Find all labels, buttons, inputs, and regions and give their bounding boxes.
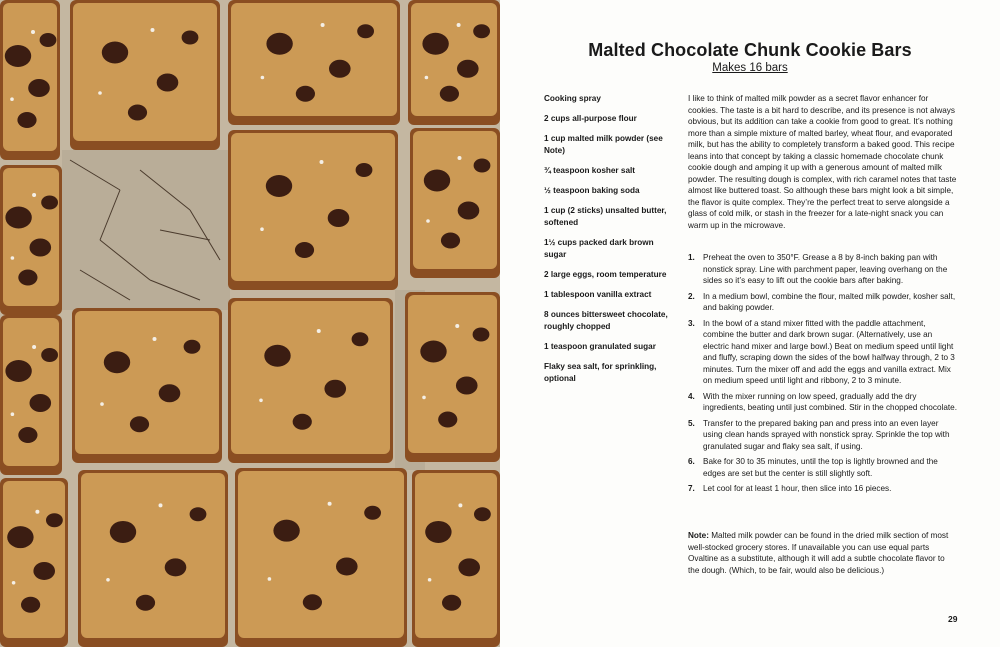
sea-salt-flake <box>458 156 462 160</box>
chocolate-chunk <box>5 360 31 382</box>
chocolate-chunk <box>324 380 346 398</box>
chocolate-chunk <box>159 384 181 402</box>
step-number: 5. <box>688 418 695 428</box>
step-number: 6. <box>688 457 695 466</box>
method-step <box>688 391 958 414</box>
chocolate-chunk <box>102 42 128 64</box>
ingredient-item: Cooking spray <box>544 94 601 103</box>
chocolate-chunk <box>266 33 292 55</box>
ingredient-item: 1 cup malted milk powder (see Note) <box>544 134 663 155</box>
backdrop-gap <box>62 150 230 310</box>
sea-salt-flake <box>31 30 35 34</box>
ingredient-item: 1½ cups packed dark brown sugar <box>544 238 654 259</box>
chocolate-chunk <box>425 521 451 543</box>
ingredient-item: 1 cup (2 sticks) unsalted butter, softened <box>544 206 667 227</box>
chocolate-chunk <box>30 239 52 257</box>
chocolate-chunk <box>190 507 207 521</box>
sea-salt-flake <box>151 28 155 32</box>
step-number: 7. <box>688 484 695 493</box>
cookie-bar <box>413 131 497 269</box>
chocolate-chunk <box>296 86 315 102</box>
chocolate-chunk <box>441 233 460 249</box>
chocolate-chunk <box>352 332 369 346</box>
method-step <box>688 418 958 453</box>
ingredient-item: 1 tablespoon vanilla extract <box>544 290 652 299</box>
cookie-bar <box>73 3 217 141</box>
ingredient-item: 2 large eggs, room temperature <box>544 270 667 279</box>
chocolate-chunk <box>293 414 312 430</box>
chocolate-chunk <box>473 328 490 342</box>
chocolate-chunk <box>7 526 33 548</box>
sea-salt-flake <box>261 76 265 80</box>
step-number: 3. <box>688 318 695 328</box>
step-text: Bake for 30 to 35 minutes, until the top is lightly browned and the edges are set but the center is still slightly soft. <box>703 457 938 478</box>
method-step <box>688 483 958 495</box>
chocolate-chunk <box>264 345 290 367</box>
ingredient-item: ½ teaspoon baking soda <box>544 186 640 195</box>
chocolate-chunk <box>5 45 31 67</box>
chocolate-chunk <box>295 242 314 258</box>
recipe-note <box>688 530 958 576</box>
sea-salt-flake <box>425 76 429 80</box>
cookie-bar <box>231 3 397 116</box>
chocolate-chunk <box>457 60 479 78</box>
sea-salt-flake <box>422 396 426 400</box>
chocolate-chunk <box>18 270 37 286</box>
chocolate-chunk <box>456 377 478 395</box>
sea-salt-flake <box>35 510 39 514</box>
method-steps <box>688 252 958 499</box>
sea-salt-flake <box>428 578 432 582</box>
step-number: 4. <box>688 391 695 401</box>
chocolate-chunk <box>303 594 322 610</box>
cookie-bar <box>3 318 59 466</box>
cookie-bar <box>408 295 497 453</box>
chocolate-chunk <box>182 31 199 45</box>
cookie-bar <box>75 311 219 454</box>
chocolate-chunk <box>165 558 187 576</box>
ingredients-list <box>544 93 672 393</box>
step-text: Transfer to the prepared baking pan and press into an even layer using clean hands sprayed with nonstick spray. Sprinkle the top with granulated sugar and flaky sea salt, if using. <box>703 418 950 451</box>
chocolate-chunk <box>424 170 450 192</box>
chocolate-chunk <box>41 196 58 210</box>
chocolate-chunk <box>458 202 480 220</box>
sea-salt-flake <box>10 97 14 101</box>
cookie-bar <box>81 473 225 638</box>
chocolate-chunk <box>438 412 457 428</box>
step-text: Preheat the oven to 350°F. Grease a 8 by 8-inch baking pan with nonstick spray. Line with parchment paper, leaving overhang on the sides so it’s easy to lift out the cookie bars after baking. <box>703 253 948 285</box>
step-text: Let cool for at least 1 hour, then slice into 16 pieces. <box>703 484 892 493</box>
chocolate-chunk <box>266 175 292 197</box>
chocolate-chunk <box>442 595 461 611</box>
chocolate-chunk <box>130 416 149 432</box>
chocolate-chunk <box>104 351 130 373</box>
cookie-bar <box>231 301 390 454</box>
cookie-bar <box>3 481 65 638</box>
sea-salt-flake <box>426 219 430 223</box>
sea-salt-flake <box>259 399 263 403</box>
ingredient-item: 8 ounces bittersweet chocolate, roughly chopped <box>544 310 668 331</box>
sea-salt-flake <box>159 503 163 507</box>
step-number: 2. <box>688 291 695 301</box>
ingredient-item: Flaky sea salt, for sprinkling, optional <box>544 362 657 383</box>
ingredient-item: ¾ teaspoon kosher salt <box>544 166 636 175</box>
step-text: With the mixer running on low speed, gradually add the dry ingredients, beating until just combined. Stir in the chopped chocolate. <box>703 391 957 412</box>
sea-salt-flake <box>11 412 15 416</box>
chocolate-chunk <box>458 558 480 576</box>
sea-salt-flake <box>320 160 324 164</box>
chocolate-chunk <box>18 427 37 443</box>
chocolate-chunk <box>41 348 58 362</box>
step-number: 1. <box>688 253 695 262</box>
sea-salt-flake <box>458 503 462 507</box>
chocolate-chunk <box>5 207 31 229</box>
chocolate-chunk <box>184 340 201 354</box>
method-step <box>688 252 958 287</box>
chocolate-chunk <box>356 163 373 177</box>
cookie-bar <box>238 471 404 638</box>
method-step <box>688 456 958 479</box>
chocolate-chunk <box>17 112 36 128</box>
chocolate-chunk <box>30 394 52 412</box>
chocolate-chunk <box>46 513 63 527</box>
chocolate-chunk <box>364 506 381 520</box>
step-text: In a medium bowl, combine the flour, malted milk powder, kosher salt, and baking powder. <box>703 291 956 312</box>
sea-salt-flake <box>106 578 110 582</box>
chocolate-chunk <box>40 33 57 47</box>
chocolate-chunk <box>357 24 374 38</box>
sea-salt-flake <box>11 256 15 260</box>
chocolate-chunk <box>474 507 491 521</box>
cookie-bar <box>415 473 497 638</box>
cookie-bar <box>3 3 57 151</box>
chocolate-chunk <box>336 557 358 575</box>
chocolate-chunk <box>28 79 50 97</box>
chocolate-chunk <box>21 597 40 613</box>
chocolate-chunk <box>474 159 491 173</box>
chocolate-chunk <box>329 60 351 78</box>
chocolate-chunk <box>273 520 299 542</box>
recipe-page <box>500 0 1000 647</box>
ingredient-item: 2 cups all-purpose flour <box>544 114 637 123</box>
sea-salt-flake <box>153 337 157 341</box>
chocolate-chunk <box>110 521 136 543</box>
cookie-bar <box>3 168 59 306</box>
method-step <box>688 291 958 314</box>
recipe-intro: I like to think of malted milk powder as a secret flavor enhancer for cookies. The taste is a bit hard to describe, and its presence is not always obvious, but its addition can take a cookie from good to great. It’s nothing more than a simple mixture of malted barley, wheat flour, and evaporated milk, but has the ability to completely transform a baked good. This recipe leans into that concept by taking a classic homemade chocolate chunk cookie dough and amping it up with a generous amount of malted milk powder. The resulting dough is complex, with rich caramel notes that taste almost like buttered toast. So although these bars might look a bit simple, the flavor is quite complex. They’re the perfect treat to serve alongside a glass of cold milk, or stash in the freezer for a late-night snack you can warm up in the microwave. <box>688 94 957 230</box>
chocolate-chunk <box>157 74 179 92</box>
chocolate-chunk <box>328 209 350 227</box>
cookie-bar <box>231 133 395 281</box>
sea-salt-flake <box>260 227 264 231</box>
chocolate-chunk <box>33 562 55 580</box>
chocolate-chunk <box>136 595 155 611</box>
sea-salt-flake <box>98 91 102 95</box>
method-step <box>688 318 958 387</box>
sea-salt-flake <box>317 329 321 333</box>
chocolate-chunk <box>440 86 459 102</box>
sea-salt-flake <box>32 193 36 197</box>
note-text: Malted milk powder can be found in the dried milk section of most well-stocked grocery stores. If unavailable you can use equal parts Ovaltine as a substitute, although it will add a subtle chocolate flavor to the dough. (Which, to be fair, would also be delicious.) <box>688 531 949 575</box>
sea-salt-flake <box>455 324 459 328</box>
sea-salt-flake <box>328 502 332 506</box>
ingredient-item: 1 teaspoon granulated sugar <box>544 342 656 351</box>
sea-salt-flake <box>268 577 272 581</box>
note-label: Note: <box>688 531 709 540</box>
recipe-title: Malted Chocolate Chunk Cookie Bars <box>588 40 912 60</box>
chocolate-chunk <box>473 24 490 38</box>
chocolate-chunk <box>422 33 448 55</box>
step-text: In the bowl of a stand mixer fitted with the paddle attachment, combine the butter and dark brown sugar. (Alternatively, use an electric hand mixer and large bowl.) Beat on medium speed until light and fluffy, scraping down the sides of the bowl halfway through, 2 to 3 minutes. Turn the mixer off and add the eggs and vanilla extract. Mix on medium speed until light and ribbony, 2 to 3 minute. <box>703 318 955 385</box>
sea-salt-flake <box>457 23 461 27</box>
sea-salt-flake <box>100 402 104 406</box>
chocolate-chunk <box>128 105 147 121</box>
recipe-yield: Makes 16 bars <box>712 62 788 74</box>
chocolate-chunk <box>420 341 446 363</box>
sea-salt-flake <box>12 581 16 585</box>
page-number: 29 <box>948 614 958 624</box>
sea-salt-flake <box>32 345 36 349</box>
sea-salt-flake <box>321 23 325 27</box>
